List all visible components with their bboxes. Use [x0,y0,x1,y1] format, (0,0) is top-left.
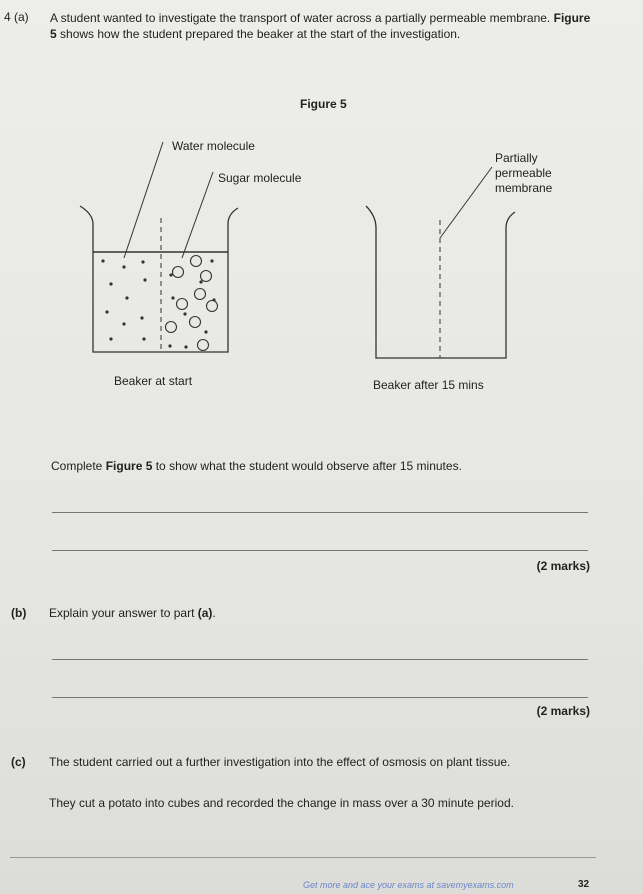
part-b-ref: (a) [197,606,213,620]
part-b-text [49,606,216,620]
part-a-suffix: to show what the student would observe after 15 minutes. [152,459,462,473]
label-beaker-after: Beaker after 15 mins [373,378,484,392]
label-sugar-molecule: Sugar molecule [218,171,302,185]
part-c-text-1: The student carried out a further investigation into the effect of osmosis on plant tissue. [49,755,511,769]
part-c-answer-line[interactable] [10,857,596,858]
label-membrane-1: Partially [495,151,538,165]
beaker-after [366,206,515,358]
label-water-molecule: Water molecule [172,139,255,153]
part-b-prefix: Explain your answer to part [49,606,198,620]
footer-link[interactable]: Get more and ace your exams at savemyexams.com [303,880,514,890]
part-a-instruction [51,459,462,473]
part-a-answer-line-2[interactable] [52,550,588,551]
beaker-diagram [0,120,643,400]
part-b-marks: (2 marks) [536,704,590,718]
label-membrane-2: permeable [495,166,552,180]
part-b-answer-line-2[interactable] [52,697,588,698]
intro-text-1: A student wanted to investigate the transport of water across a partially permeable membrane. [50,11,554,25]
intro-text-2: shows how the student prepared the beaker at the start of the investigation. [56,27,461,41]
part-c-label: (c) [11,755,26,769]
pointer-water [124,142,163,258]
question-intro [50,10,600,42]
part-a-marks: (2 marks) [536,559,590,573]
part-a-prefix: Complete [51,459,106,473]
intro-figure-ref: Figure 5 [50,11,591,41]
beaker-start [80,206,238,352]
part-b-suffix: . [212,606,216,620]
part-c-text-2: They cut a potato into cubes and recorded the change in mass over a 30 minute period. [49,796,514,810]
part-b-label: (b) [11,606,27,620]
page-number: 32 [578,879,590,890]
part-a-figure-ref: Figure 5 [105,459,153,473]
pointer-sugar [182,172,213,258]
part-b-answer-line-1[interactable] [52,659,588,660]
label-membrane-3: membrane [495,181,553,195]
label-beaker-start: Beaker at start [114,374,193,388]
part-a-answer-line-1[interactable] [52,512,588,513]
question-number: 4 (a) [4,10,29,24]
pointer-membrane [440,167,492,238]
figure-title: Figure 5 [300,97,347,111]
